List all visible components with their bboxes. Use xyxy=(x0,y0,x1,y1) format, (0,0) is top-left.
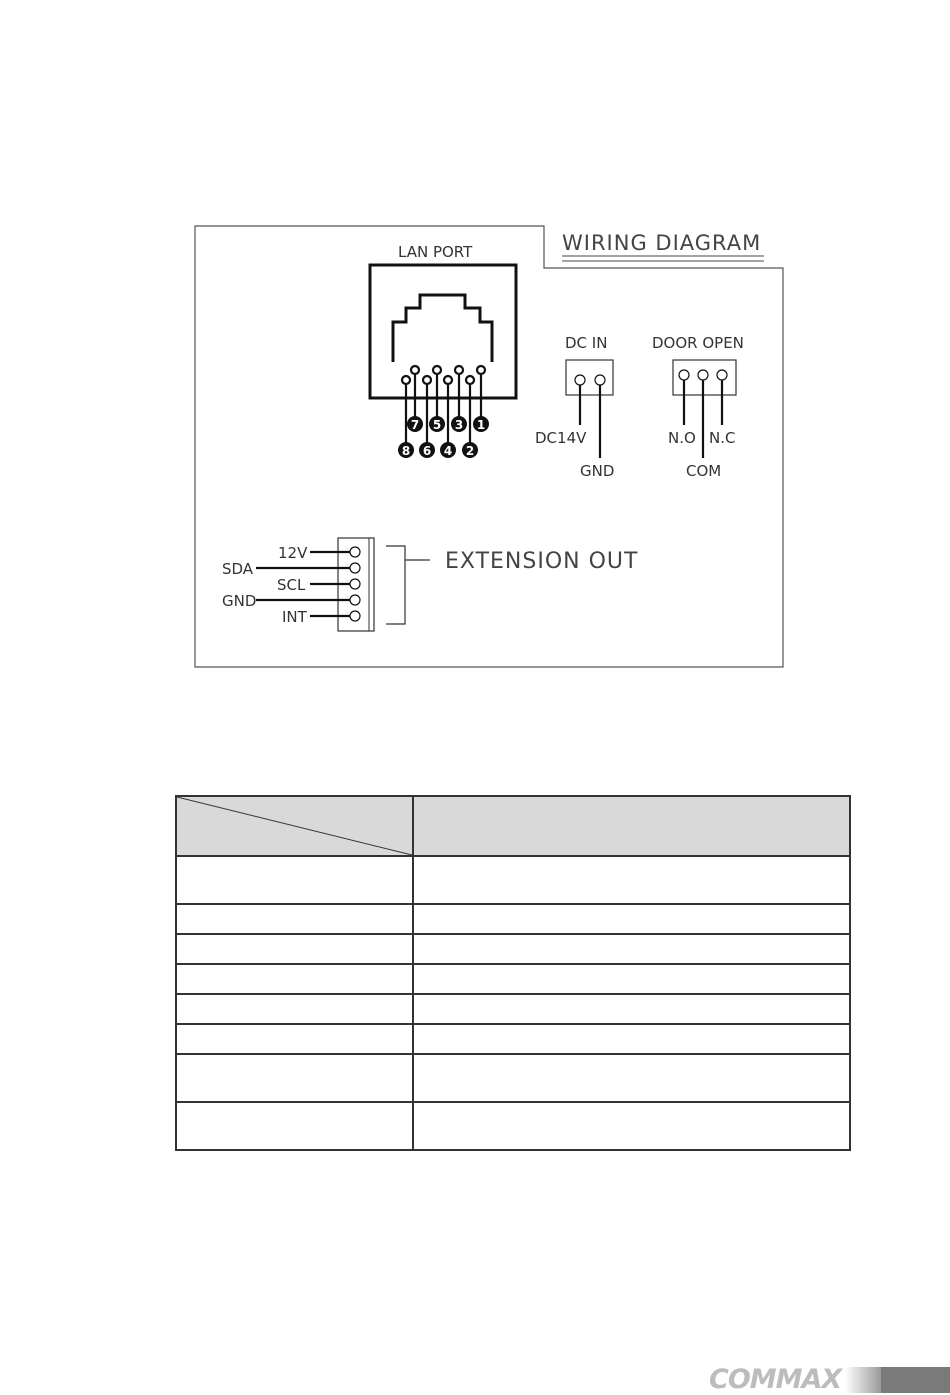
table-header-row xyxy=(176,796,850,856)
ext-pin-12v: 12V xyxy=(278,544,308,562)
table-row xyxy=(176,1054,850,1102)
door-open-label: DOOR OPEN xyxy=(652,334,744,352)
table-cell xyxy=(413,994,850,1024)
table-cell xyxy=(413,1102,850,1150)
extension-bracket xyxy=(386,546,430,624)
table-cell xyxy=(413,1024,850,1054)
ext-pin-gnd: GND xyxy=(222,592,257,610)
pin-number: 5 xyxy=(432,418,442,432)
spec-table xyxy=(175,795,851,1151)
footer-gradient xyxy=(845,1367,881,1393)
ext-pin-int: INT xyxy=(282,608,307,626)
footer-page-tab xyxy=(881,1367,950,1393)
dc-in-connector xyxy=(566,360,613,395)
table-cell xyxy=(176,1024,413,1054)
pin-number: 6 xyxy=(422,444,432,458)
pin-number: 3 xyxy=(454,418,464,432)
extension-out-label: EXTENSION OUT xyxy=(445,549,639,574)
table-cell xyxy=(413,856,850,904)
table-row xyxy=(176,934,850,964)
lan-pin-numbers-bottom xyxy=(398,442,478,458)
pin-number: 1 xyxy=(476,418,486,432)
pin-number: 7 xyxy=(410,418,420,432)
door-open-pin-no: N.O xyxy=(668,429,696,447)
ext-pin-scl: SCL xyxy=(277,576,306,594)
door-open-pin-com: COM xyxy=(686,462,722,480)
table-row xyxy=(176,856,850,904)
table-cell xyxy=(413,1054,850,1102)
lan-port-pins xyxy=(402,366,485,444)
table-cell xyxy=(176,856,413,904)
table-header-corner xyxy=(176,796,413,856)
table-row xyxy=(176,994,850,1024)
table-cell xyxy=(176,904,413,934)
table-row xyxy=(176,1102,850,1150)
table-cell xyxy=(176,934,413,964)
commax-logo: COMMAX xyxy=(709,1364,842,1395)
table-row xyxy=(176,964,850,994)
rj45-socket-outline xyxy=(393,295,492,362)
table-row xyxy=(176,904,850,934)
table-cell xyxy=(413,904,850,934)
dc-in-pin-dc14v: DC14V xyxy=(535,429,587,447)
dc-in-label: DC IN xyxy=(565,334,608,352)
diagram-title: WIRING DIAGRAM xyxy=(562,231,762,255)
pin-number: 2 xyxy=(465,444,475,458)
lan-port-label: LAN PORT xyxy=(398,243,473,261)
table-cell xyxy=(176,994,413,1024)
door-open-pin-nc: N.C xyxy=(709,429,736,447)
pin-number: 8 xyxy=(401,444,411,458)
ext-pin-sda: SDA xyxy=(222,560,254,578)
table-cell xyxy=(413,964,850,994)
table-header-cell xyxy=(413,796,850,856)
header-diagonal-line xyxy=(177,797,412,855)
table-cell xyxy=(176,1054,413,1102)
table-cell xyxy=(176,964,413,994)
table-cell xyxy=(176,1102,413,1150)
dc-in-pin-gnd: GND xyxy=(580,462,615,480)
pin-number: 4 xyxy=(443,444,453,458)
table-cell xyxy=(413,934,850,964)
table-row xyxy=(176,1024,850,1054)
